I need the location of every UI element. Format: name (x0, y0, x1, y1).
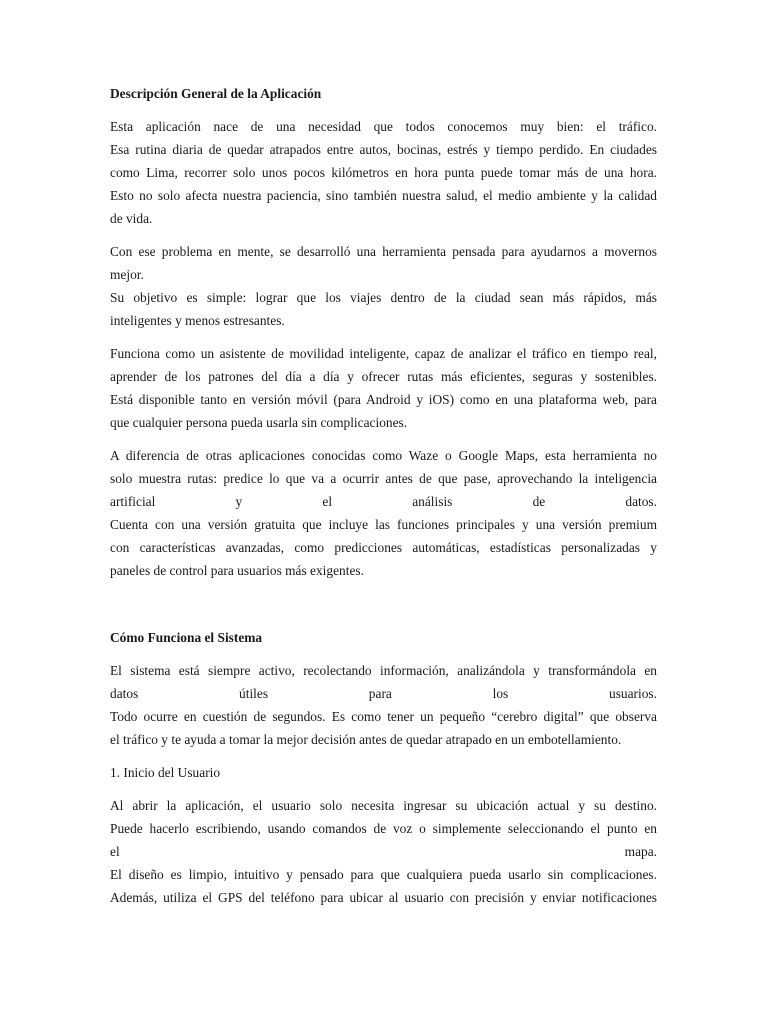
paragraph-intro (110, 115, 657, 230)
paragraph-difference (110, 444, 657, 582)
text-line: Esto no solo afecta nuestra paciencia, sino también nuestra salud, el medio ambiente y la calidad (110, 188, 657, 203)
text-line: artificial y el análisis de datos. (110, 494, 657, 509)
text-line: con características avanzadas, como predicciones automáticas, estadísticas personalizadas y (110, 540, 657, 555)
paragraph-user-start (110, 794, 657, 909)
paragraph-system (110, 659, 657, 751)
text-line: Esta aplicación nace de una necesidad que todos conocemos muy bien: el tráfico. (110, 119, 657, 134)
paragraph-function (110, 342, 657, 434)
text-line: datos útiles para los usuarios. (110, 686, 657, 701)
text-line: el tráfico y te ayuda a tomar la mejor decisión antes de quedar atrapado en un embotellamiento. (110, 732, 622, 747)
text-line: Su objetivo es simple: lograr que los viajes dentro de la ciudad sean más rápidos, más (110, 290, 657, 305)
text-line: Está disponible tanto en versión móvil (para Android y iOS) como en una plataforma web, para (110, 392, 657, 407)
text-line: Al abrir la aplicación, el usuario solo necesita ingresar su ubicación actual y su destino. (110, 798, 657, 813)
text-line: como Lima, recorrer solo unos pocos kilómetros en hora punta puede tomar más de una hora. (110, 165, 657, 180)
document-page (110, 82, 657, 919)
section-heading-descripcion: Descripción General de la Aplicación (110, 86, 322, 101)
text-line: Funciona como un asistente de movilidad inteligente, capaz de analizar el tráfico en tiempo real, (110, 346, 657, 361)
text-line: solo muestra rutas: predice lo que va a ocurrir antes de que pase, aprovechando la inteligencia (110, 471, 657, 486)
text-line: que cualquier persona pueda usarla sin complicaciones. (110, 415, 408, 430)
text-line: el mapa. (110, 844, 657, 859)
text-line: Cuenta con una versión gratuita que incluye las funciones principales y una versión premium (110, 517, 657, 532)
text-line: paneles de control para usuarios más exigentes. (110, 563, 364, 578)
text-line: de vida. (110, 211, 153, 226)
text-line: A diferencia de otras aplicaciones conocidas como Waze o Google Maps, esta herramienta no (110, 448, 657, 463)
text-line: Con ese problema en mente, se desarrolló una herramienta pensada para ayudarnos a movernos (110, 244, 657, 259)
subheading-inicio-usuario: 1. Inicio del Usuario (110, 765, 221, 780)
text-line: Esa rutina diaria de quedar atrapados entre autos, bocinas, estrés y tiempo perdido. En ciudades (110, 142, 657, 157)
text-line: Además, utiliza el GPS del teléfono para ubicar al usuario con precisión y enviar notificaciones (110, 890, 657, 905)
text-line: aprender de los patrones del día a día y ofrecer rutas más eficientes, seguras y sostenibles. (110, 369, 657, 384)
text-line: mejor. (110, 267, 144, 282)
text-line: inteligentes y menos estresantes. (110, 313, 285, 328)
text-line: Puede hacerlo escribiendo, usando comandos de voz o simplemente seleccionando el punto en (110, 821, 657, 836)
text-line: Todo ocurre en cuestión de segundos. Es como tener un pequeño “cerebro digital” que observa (110, 709, 657, 724)
paragraph-problem (110, 240, 657, 332)
text-line: El sistema está siempre activo, recolectando información, analizándola y transformándola en (110, 663, 657, 678)
text-line: El diseño es limpio, intuitivo y pensado para que cualquiera pueda usarlo sin complicaciones. (110, 867, 657, 882)
section-spacer (110, 592, 657, 626)
section-heading-funcionamiento: Cómo Funciona el Sistema (110, 630, 263, 645)
